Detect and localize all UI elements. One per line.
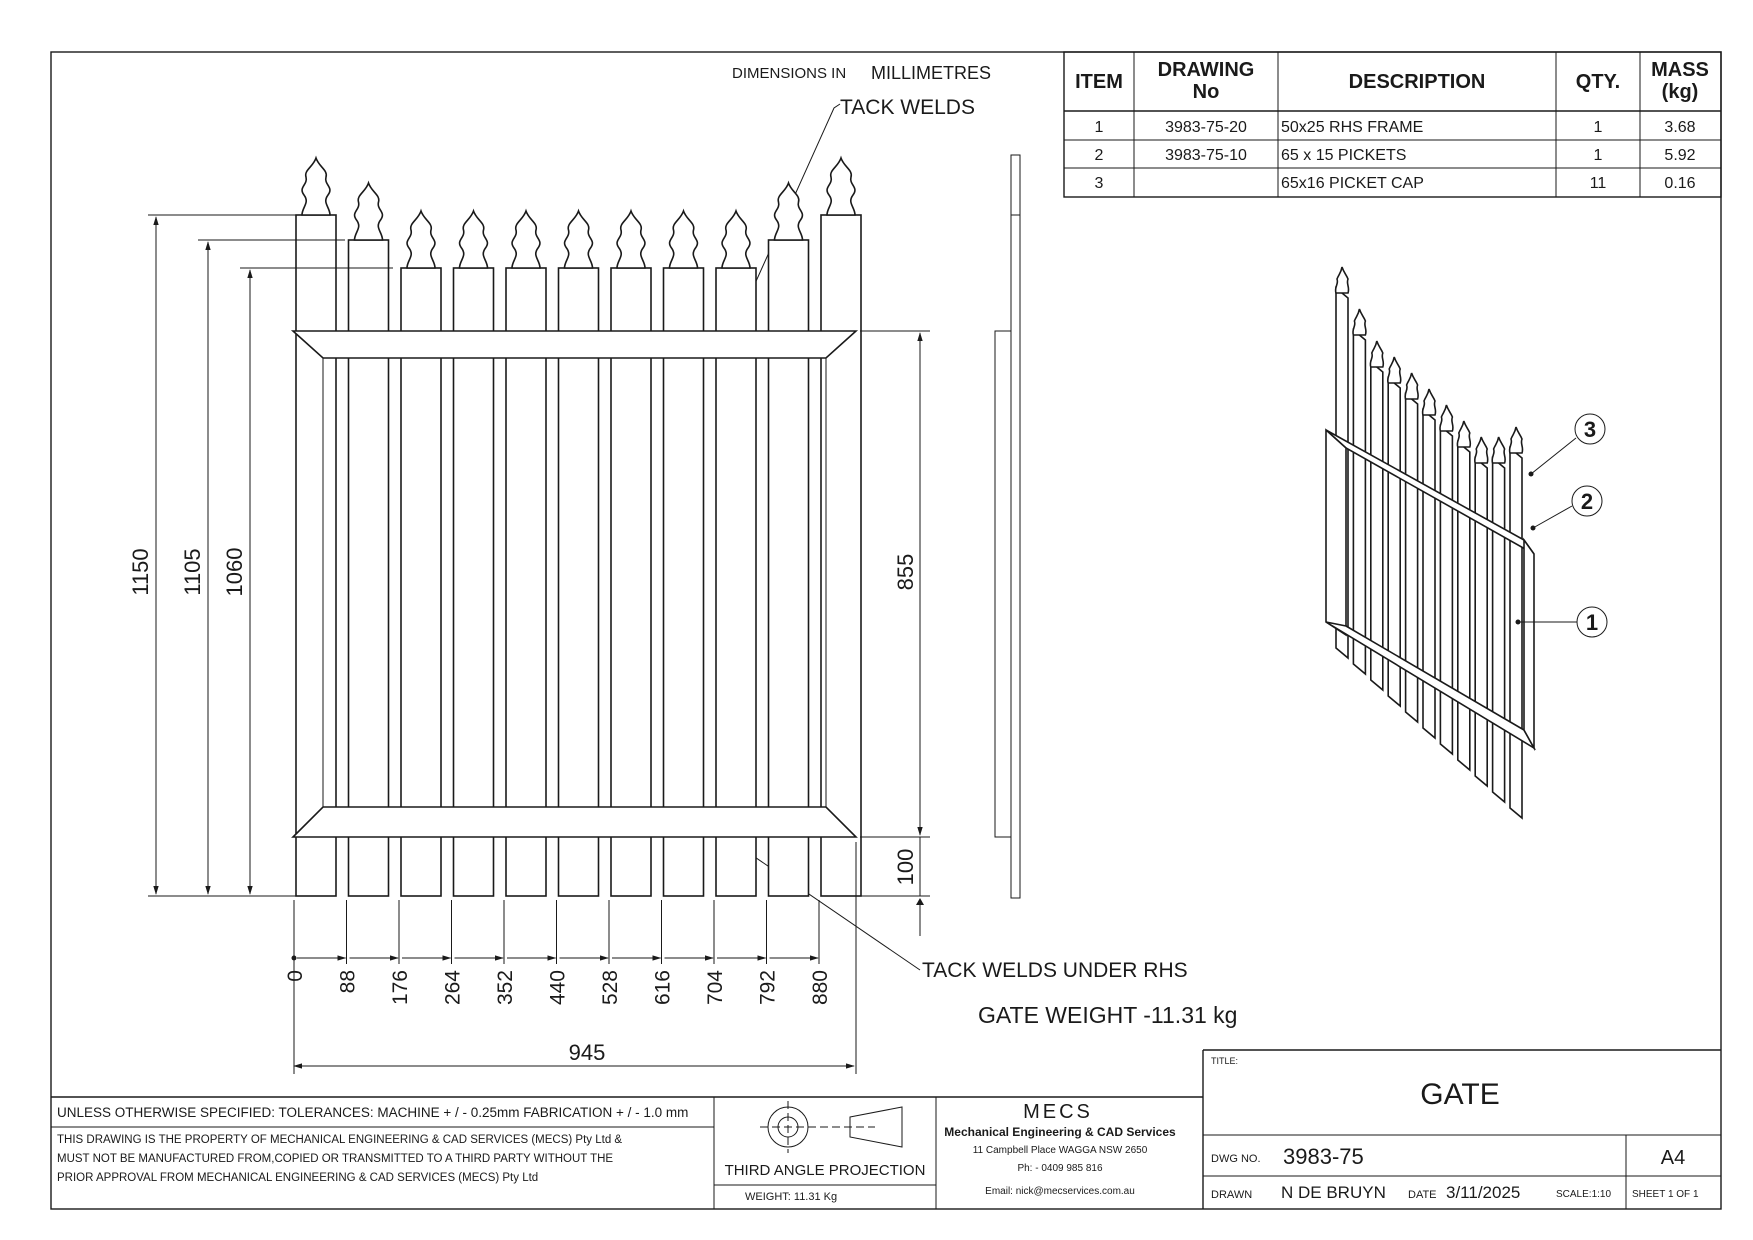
balloon-3: [1529, 414, 1606, 477]
units-note-prefix: DIMENSIONS IN: [732, 65, 847, 82]
bom-header-drawing: DRAWING: [1157, 59, 1255, 81]
company-logo: MECS: [1023, 1101, 1093, 1123]
dim-945: 945: [568, 1040, 606, 1065]
title-label: TITLE:: [1211, 1056, 1239, 1066]
dim-picket-position: 176: [389, 970, 412, 1006]
drawing-date: 3/11/2025: [1446, 1183, 1521, 1202]
side-view: [995, 155, 1020, 898]
picket-cap: [670, 211, 698, 268]
sheet-number: SHEET 1 OF 1: [1632, 1189, 1699, 1200]
projection-label: THIRD ANGLE PROJECTION: [724, 1162, 926, 1179]
picket-cap: [460, 211, 488, 268]
bom-header-item: ITEM: [1075, 71, 1123, 93]
iso-picket: [1353, 309, 1366, 674]
bom-header-drawing-no: No: [1192, 81, 1220, 103]
dim-picket-position: 440: [546, 970, 570, 1006]
scale: SCALE:1:10: [1556, 1189, 1612, 1200]
dim-picket-position: 0: [284, 970, 307, 982]
dim-1060: 1060: [222, 547, 247, 597]
company-phone: Ph: - 0409 985 816: [1017, 1163, 1103, 1174]
bom-row-description: 65 x 15 PICKETS: [1281, 147, 1407, 164]
bom-row-qty: 11: [1589, 175, 1607, 192]
dwg-no: 3983-75: [1283, 1144, 1364, 1169]
dim-picket-position: 880: [809, 970, 832, 1006]
bom-header-qty: QTY.: [1575, 71, 1621, 93]
picket: [454, 211, 494, 896]
picket: [716, 211, 756, 896]
dim-picket-position: 704: [704, 970, 727, 1006]
bom-row-mass: 5.92: [1664, 147, 1696, 164]
picket-cap: [617, 211, 645, 268]
dim-1150: 1150: [128, 548, 153, 596]
picket-cap: [512, 211, 540, 268]
bom-row-mass: 3.68: [1664, 119, 1696, 136]
dim-picket-position: 792: [756, 970, 780, 1006]
picket: [401, 211, 441, 896]
property-note-line2: MUST NOT BE MANUFACTURED FROM,COPIED OR TRANSMITTED TO A THIRD PARTY WITHOUT THE: [57, 1153, 614, 1165]
iso-picket: [1457, 421, 1470, 770]
dim-100: 100: [893, 848, 918, 886]
bom-table: [1064, 52, 1721, 197]
iso-picket: [1475, 437, 1488, 786]
dim-picket-position: 352: [494, 970, 517, 1006]
weight-label: WEIGHT: 11.31 Kg: [745, 1191, 838, 1203]
svg-text:2: 2: [1580, 489, 1594, 514]
iso-picket: [1440, 405, 1453, 754]
picket: [821, 158, 861, 896]
picket-cap: [722, 211, 750, 268]
iso-picket: [1492, 437, 1505, 802]
picket: [506, 211, 546, 896]
dwg-no-label: DWG NO.: [1211, 1153, 1261, 1165]
bom-header-mass: MASS: [1651, 59, 1709, 81]
bom-row-drawing: 3983-75-10: [1165, 147, 1247, 164]
bom-row-item: 2: [1094, 147, 1104, 164]
property-note-line1: THIS DRAWING IS THE PROPERTY OF MECHANICAL ENGINEERING & CAD SERVICES (MECS) Pty Ltd &: [57, 1134, 623, 1146]
bottom-rail: [293, 807, 856, 837]
drawing-title: GATE: [1420, 1078, 1500, 1111]
picket-group: [296, 158, 861, 896]
bom-row-qty: 1: [1593, 119, 1603, 136]
bom-row-qty: 1: [1593, 147, 1603, 164]
picket-cap: [827, 158, 855, 215]
third-angle-projection-symbol: [760, 1101, 902, 1153]
picket: [296, 158, 336, 896]
picket-cap: [775, 183, 803, 240]
company-address: 11 Campbell Place WAGGA NSW 2650: [972, 1145, 1148, 1156]
gate-weight-note: GATE WEIGHT -11.31 kg: [978, 1002, 1238, 1028]
date-label: DATE: [1408, 1189, 1437, 1201]
bom-header-mass-unit: (kg): [1661, 81, 1699, 103]
company-email: Email: nick@mecservices.com.au: [985, 1186, 1135, 1197]
dim-picket-position: 264: [441, 970, 465, 1006]
picket-cap: [407, 211, 435, 268]
isometric-view: [1326, 267, 1534, 818]
drawn-by: N DE BRUYN: [1281, 1183, 1386, 1202]
dim-picket-position: 88: [336, 970, 360, 994]
picket: [349, 183, 389, 896]
picket: [664, 211, 704, 896]
tack-welds-label: TACK WELDS: [840, 96, 975, 119]
bom-header-description: DESCRIPTION: [1348, 71, 1486, 93]
company-name: Mechanical Engineering & CAD Services: [944, 1125, 1176, 1139]
bom-row-description: 65x16 PICKET CAP: [1281, 175, 1424, 192]
picket-cap: [355, 183, 383, 240]
iso-left-stile: [1326, 430, 1346, 635]
svg-text:1: 1: [1585, 610, 1599, 635]
balloon-2: [1531, 486, 1603, 531]
dim-picket-position: 528: [599, 970, 622, 1006]
dim-picket-position: 616: [651, 970, 675, 1006]
picket: [769, 183, 809, 896]
picket: [611, 211, 651, 896]
svg-text:3: 3: [1583, 417, 1597, 442]
bom-row-drawing: 3983-75-20: [1165, 119, 1247, 136]
dim-855: 855: [893, 553, 918, 591]
iso-picket: [1370, 341, 1383, 690]
title-block: [51, 1050, 1721, 1209]
top-rail: [293, 331, 856, 358]
units-note: MILLIMETRES: [871, 63, 992, 83]
drawn-label: DRAWN: [1211, 1189, 1253, 1201]
picket-cap: [565, 211, 593, 268]
tack-welds-under-label: TACK WELDS UNDER RHS: [922, 959, 1188, 982]
iso-right-stile: [1524, 540, 1534, 748]
sheet-size: A4: [1660, 1147, 1686, 1169]
bom-row-item: 1: [1094, 119, 1104, 136]
bom-row-mass: 0.16: [1664, 175, 1696, 192]
tolerances-note: UNLESS OTHERWISE SPECIFIED: TOLERANCES: MACHINE + / - 0.25mm FABRICATION + / - 1.0 mm: [57, 1105, 689, 1120]
picket-cap: [302, 158, 330, 215]
picket: [559, 211, 599, 896]
bom-row-description: 50x25 RHS FRAME: [1281, 119, 1424, 136]
bom-row-item: 3: [1094, 175, 1104, 192]
dim-1105: 1105: [180, 548, 205, 596]
property-note-line3: PRIOR APPROVAL FROM MECHANICAL ENGINEERING & CAD SERVICES (MECS) Pty Ltd: [57, 1172, 539, 1184]
